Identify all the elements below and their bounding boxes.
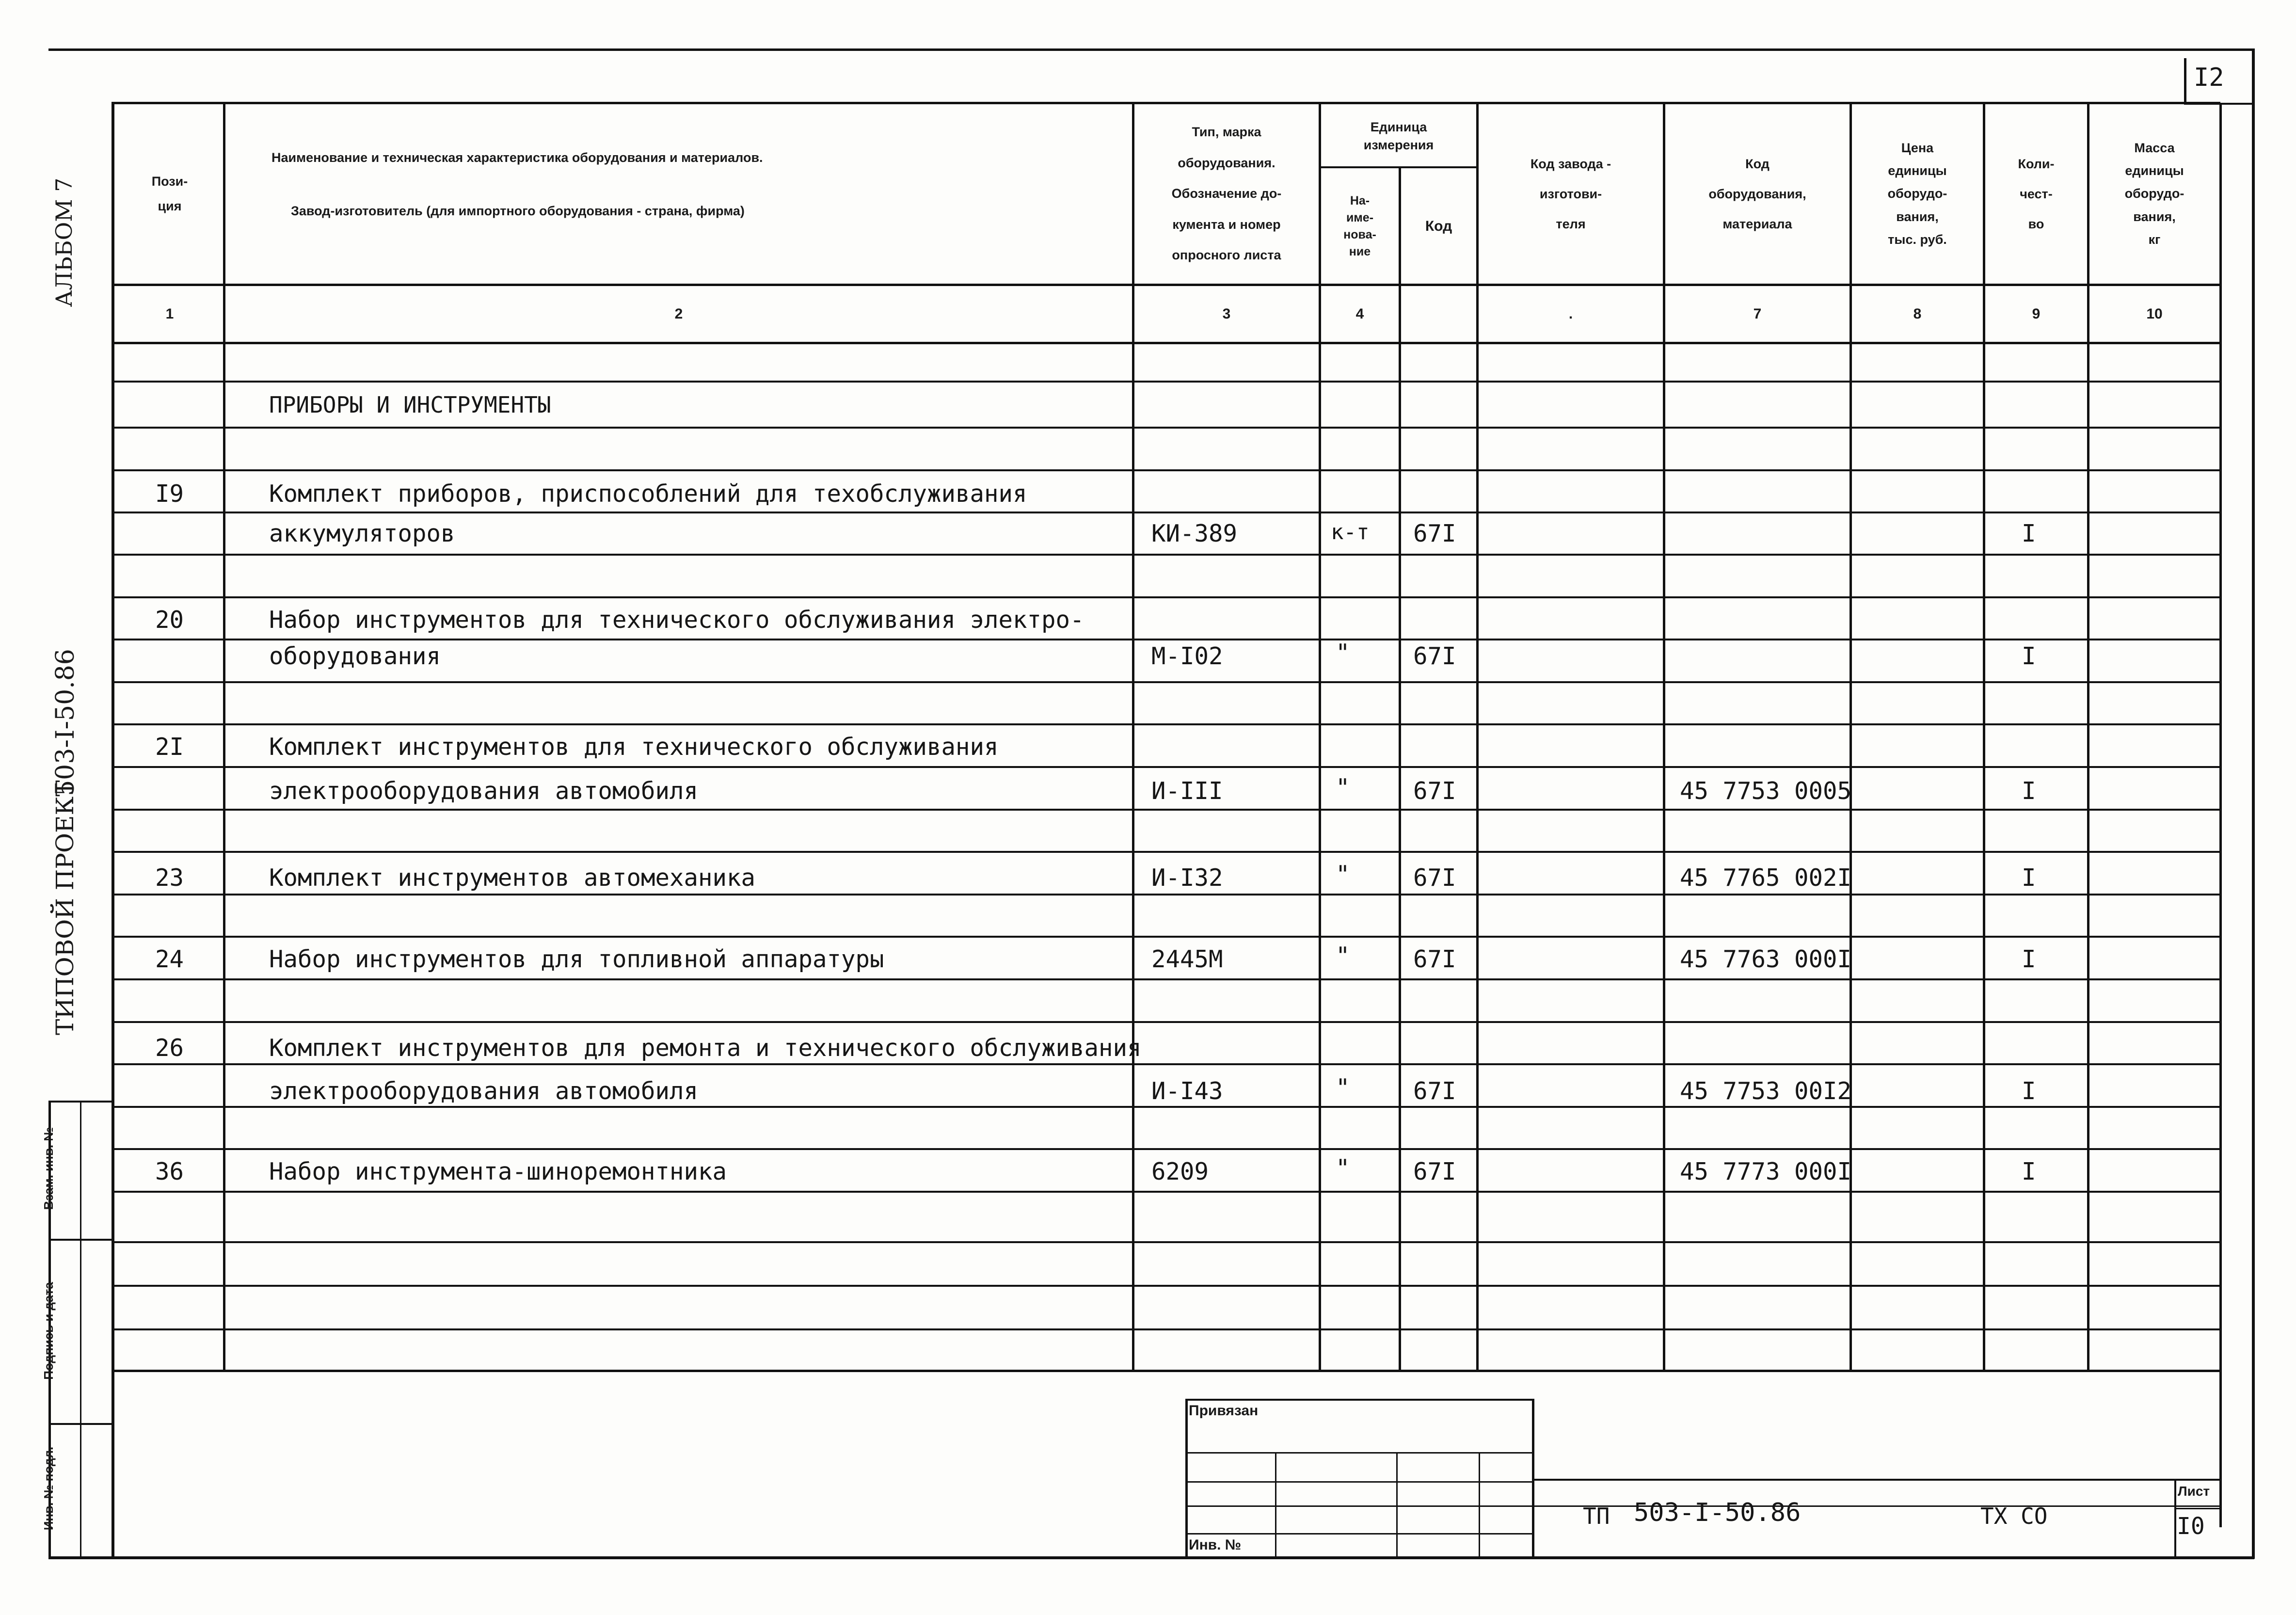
stamp-doc-code: 503-I-50.86 — [1634, 1498, 1801, 1527]
header-unit-name: На- име- нова- ние — [1343, 193, 1376, 258]
table-bottom — [112, 1370, 2220, 1372]
row-position: 36 — [155, 1158, 184, 1185]
stamp-doc-prefix: ТП — [1583, 1503, 1610, 1529]
row-name-line1: Комплект инструментов для ремонта и технического обслуживания — [269, 1034, 1142, 1062]
row-line — [112, 766, 2220, 768]
row-equipment-code: 45 7773 000I — [1680, 1158, 1852, 1185]
row-quantity: I — [2022, 945, 2036, 973]
row-unit-code: 67I — [1413, 642, 1456, 670]
row-type: КИ-389 — [1151, 520, 1238, 547]
row-line — [112, 1241, 2220, 1243]
row-name-line1: Набор инструментов для технического обслуживания электро- — [269, 606, 1084, 634]
stamp-doc-mark: ТХ СО — [1980, 1503, 2048, 1529]
row-line — [112, 381, 2220, 383]
row-position: 20 — [155, 606, 184, 634]
stamp-col — [1275, 1452, 1276, 1559]
top-rule — [48, 48, 2254, 51]
row-type: И-III — [1151, 777, 1223, 805]
row-type: М-I02 — [1151, 642, 1223, 670]
row-line — [112, 1191, 2220, 1193]
row-line — [112, 512, 2220, 513]
row-position: 23 — [155, 864, 184, 892]
row-unit-code: 67I — [1413, 520, 1456, 547]
row-line — [112, 851, 2220, 853]
row-name-line1: Набор инструментов для топливной аппаратуры — [269, 945, 884, 973]
row-name-line2: аккумуляторов — [269, 520, 455, 547]
stamp-main-top — [1532, 1479, 2220, 1481]
row-name-line1: Комплект приборов, приспособлений для техобслуживания — [269, 480, 1027, 508]
row-equipment-code: 45 7753 00I2 — [1680, 1077, 1852, 1105]
row-line — [112, 1328, 2220, 1330]
side-box-replace-label: Взам. инв. № — [41, 1127, 56, 1210]
row-unit: " — [1336, 774, 1350, 801]
row-unit: " — [1336, 861, 1350, 888]
row-equipment-code: 45 7765 002I — [1680, 864, 1852, 892]
header-quantity: Коли- чест- во — [2018, 156, 2055, 232]
row-type: И-I32 — [1151, 864, 1223, 892]
row-unit: " — [1336, 942, 1350, 970]
side-box-sign-label: Подпись и дата — [41, 1282, 56, 1380]
left-border — [112, 102, 114, 1559]
row-unit-code: 67I — [1413, 1158, 1456, 1185]
row-line — [112, 1285, 2220, 1287]
header-position: Пози- ция — [151, 174, 188, 213]
header-name-line1: Наименование и техническая характеристика оборудования и материалов. — [271, 150, 763, 165]
row-quantity: I — [2022, 1158, 2036, 1185]
row-equipment-code: 45 7763 000I — [1680, 945, 1852, 973]
row-line — [112, 1106, 2220, 1108]
section-title: ПРИБОРЫ И ИНСТРУМЕНТЫ — [269, 392, 551, 418]
row-unit-code: 67I — [1413, 1077, 1456, 1105]
stamp-inv-label: Инв. № — [1189, 1537, 1242, 1553]
row-line — [112, 1063, 2220, 1065]
row-quantity: I — [2022, 642, 2036, 670]
stamp-left — [1185, 1399, 1188, 1559]
row-name-line2: оборудования — [269, 642, 441, 670]
row-name-line1: Комплект инструментов автомеханика — [269, 864, 756, 892]
header-type: Тип, марка оборудования. Обозначение до- кумента и номер опросного листа — [1171, 125, 1282, 263]
row-position: 2I — [155, 733, 184, 761]
stamp-top — [1185, 1399, 1534, 1401]
unit-split — [1319, 166, 1479, 168]
stamp-sheet-label: Лист — [2178, 1484, 2210, 1499]
stamp-row — [1185, 1533, 1534, 1535]
side-box-inner — [80, 1101, 81, 1559]
row-line — [112, 596, 2220, 598]
row-quantity: I — [2022, 864, 2036, 892]
col-number: 3 — [1222, 305, 1231, 322]
col-number: 2 — [674, 305, 683, 322]
col-number: 1 — [165, 305, 174, 322]
stamp-sheet-number: I0 — [2177, 1513, 2205, 1540]
row-unit-code: 67I — [1413, 864, 1456, 892]
colnum-bottom — [112, 342, 2220, 344]
row-line — [112, 723, 2220, 725]
row-name-line2: электрооборудования автомобиля — [269, 777, 699, 805]
sheet-box-left — [2174, 1479, 2176, 1559]
row-line — [112, 936, 2220, 938]
row-unit: к-т — [1331, 520, 1370, 544]
row-quantity: I — [2022, 520, 2036, 547]
row-line — [112, 894, 2220, 895]
right-border — [2252, 48, 2255, 1559]
stamp-col — [1479, 1452, 1480, 1559]
inner-right-line — [2219, 104, 2222, 1527]
row-unit-code: 67I — [1413, 945, 1456, 973]
col-number: 9 — [2032, 305, 2041, 322]
header-unit-code: Код — [1425, 218, 1452, 234]
header-name-line2: Завод-изготовитель (для импортного оборудования - страна, фирма) — [291, 204, 745, 218]
header-mass: Масса единицы оборудо- вания, кг — [2124, 140, 2184, 247]
page-number: I2 — [2194, 63, 2224, 92]
side-project-type: ТИПОВОЙ ПРОЕКТ — [51, 780, 79, 1035]
album-label: АЛЬБОМ 7 — [51, 177, 77, 307]
row-unit: " — [1336, 639, 1350, 667]
col-number: . — [1568, 305, 1573, 322]
row-name-line2: электрооборудования автомобиля — [269, 1077, 699, 1105]
row-unit: " — [1336, 1154, 1350, 1182]
row-position: I9 — [155, 480, 184, 508]
row-line — [112, 427, 2220, 429]
stamp-row — [1185, 1481, 1534, 1483]
row-line — [112, 639, 2220, 640]
row-line — [112, 554, 2220, 556]
row-line — [112, 1148, 2220, 1150]
sheet-box-mid — [2174, 1508, 2220, 1509]
row-name-line1: Набор инструмента-шиноремонтника — [269, 1158, 727, 1185]
row-quantity: I — [2022, 1077, 2036, 1105]
col-number: 10 — [2146, 305, 2163, 322]
row-type: И-I43 — [1151, 1077, 1223, 1105]
side-box-inv-label: Инв. № подл. — [41, 1446, 56, 1531]
row-position: 24 — [155, 945, 184, 973]
page-box-left — [2184, 58, 2186, 104]
row-line — [112, 681, 2220, 683]
header-unit: Единица измерения — [1363, 120, 1434, 152]
row-line — [112, 978, 2220, 980]
side-project-code: 503-I-50.86 — [51, 649, 80, 796]
col-number: 4 — [1355, 305, 1364, 322]
row-line — [112, 1021, 2220, 1023]
header-price: Цена единицы оборудо- вания, тыс. руб. — [1887, 140, 1947, 247]
stamp-linked-label: Привязан — [1189, 1403, 1259, 1419]
row-unit-code: 67I — [1413, 777, 1456, 805]
row-type: 6209 — [1151, 1158, 1209, 1185]
stamp-col — [1396, 1452, 1398, 1559]
row-line — [112, 809, 2220, 811]
header-equipment-code: Код оборудования, материала — [1708, 156, 1806, 232]
stamp-row — [1185, 1452, 1534, 1454]
col-number — [1401, 286, 1476, 342]
col-number: 7 — [1753, 305, 1762, 322]
col-number: 8 — [1913, 305, 1922, 322]
row-position: 26 — [155, 1034, 184, 1062]
row-equipment-code: 45 7753 0005 — [1680, 777, 1852, 805]
row-unit: " — [1336, 1074, 1350, 1102]
header-factory-code: Код завода - изготови- теля — [1530, 156, 1611, 232]
row-quantity: I — [2022, 777, 2036, 805]
row-line — [112, 469, 2220, 471]
row-type: 2445М — [1151, 945, 1223, 973]
bottom-border — [48, 1556, 2254, 1559]
row-name-line1: Комплект инструментов для технического обслуживания — [269, 733, 999, 761]
